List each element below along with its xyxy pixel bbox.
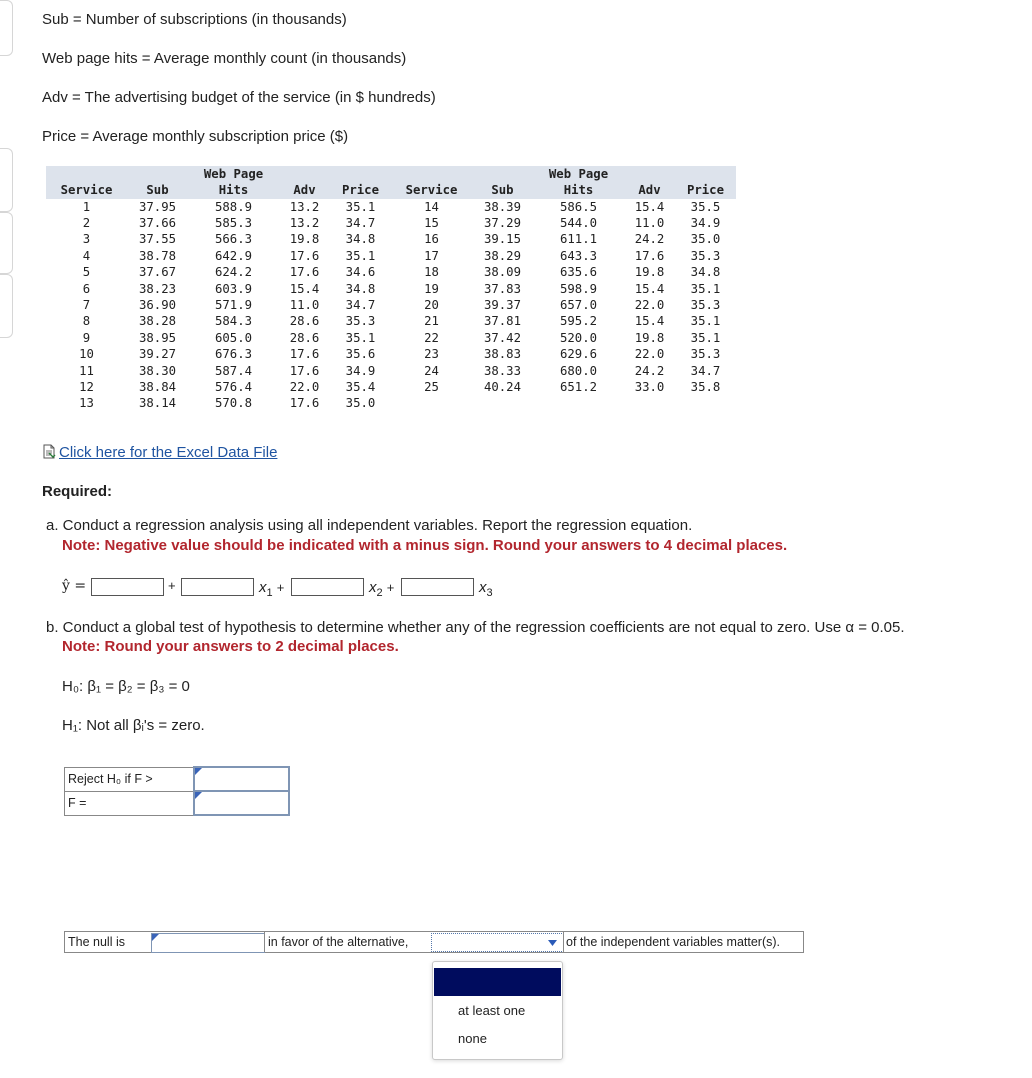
input-marker-icon xyxy=(195,792,202,799)
table-cell: 39.37 xyxy=(483,297,521,312)
table-cell: 15.4 xyxy=(634,199,665,214)
table-cell: 35.5 xyxy=(690,199,721,214)
dropdown-option-none[interactable]: none xyxy=(458,1031,487,1046)
table-cell: 35.1 xyxy=(345,248,376,263)
table-cell: 24.2 xyxy=(634,232,665,247)
table-cell: 571.9 xyxy=(215,297,253,312)
table-cell: 520.0 xyxy=(559,330,598,345)
table-cell: 38.30 xyxy=(138,363,177,378)
table-cell: 34.6 xyxy=(345,265,376,280)
table-cell: 35.0 xyxy=(690,232,721,247)
table-cell: 603.9 xyxy=(215,281,253,296)
table-cell: 34.8 xyxy=(345,281,376,296)
table-cell: 24 xyxy=(424,363,439,378)
table-cell xyxy=(533,395,624,411)
table-cell: 657.0 xyxy=(559,297,598,312)
table-cell: 20 xyxy=(424,297,439,312)
intercept-input[interactable] xyxy=(91,578,164,596)
table-cell: 38.83 xyxy=(483,347,521,362)
table-row xyxy=(46,231,736,247)
table-cell: 11.0 xyxy=(634,215,665,230)
required-heading: Required: xyxy=(42,483,113,500)
x2-label: $x_2$ + xyxy=(369,579,395,599)
table-cell: 35.3 xyxy=(690,248,721,263)
table-cell: 595.2 xyxy=(559,314,598,329)
table-cell: 34.9 xyxy=(345,363,376,378)
table-cell: 680.0 xyxy=(559,363,598,378)
table-cell: 35.3 xyxy=(345,314,376,329)
table-cell: 38.84 xyxy=(138,379,177,394)
table-cell: 35.1 xyxy=(345,330,376,345)
table-row xyxy=(46,264,736,280)
table-cell: 21 xyxy=(424,314,439,329)
reject-label: Reject H₀ if F > xyxy=(65,767,195,791)
table-cell xyxy=(624,395,675,411)
table-cell: 16 xyxy=(424,232,439,247)
table-cell: 38.95 xyxy=(138,330,177,345)
column-header: Hits xyxy=(533,182,624,199)
alternative-hypothesis: H₁: Not all βᵢ's = zero. xyxy=(62,717,205,734)
matter-dropdown-list xyxy=(432,961,563,1060)
table-cell: 39.27 xyxy=(138,347,177,362)
table-cell: 38.78 xyxy=(138,248,177,263)
table-cell: 576.4 xyxy=(215,379,253,394)
table-cell: 34.7 xyxy=(345,297,376,312)
header-top-cell xyxy=(46,166,127,182)
table-cell: 28.6 xyxy=(289,330,320,345)
table-header-row-top xyxy=(46,166,736,182)
excel-link-text[interactable]: Click here for the Excel Data File xyxy=(59,444,278,461)
conclusion-row xyxy=(64,931,804,953)
table-cell: 5 xyxy=(82,265,91,280)
table-cell: 587.4 xyxy=(215,363,253,378)
table-row xyxy=(46,215,736,231)
table-cell: 642.9 xyxy=(215,248,253,263)
table-cell: 35.6 xyxy=(345,347,376,362)
table-cell: 3 xyxy=(82,232,91,247)
header-top-cell xyxy=(675,166,736,182)
definition-sub: Sub = Number of subscriptions (in thousands) xyxy=(42,11,347,28)
f-test-table xyxy=(64,766,290,816)
table-cell: 38.39 xyxy=(483,199,521,214)
table-cell: 588.9 xyxy=(215,199,253,214)
matter-select[interactable] xyxy=(431,933,564,952)
null-hypothesis: H₀: β₁ = β₂ = β₃ = 0 xyxy=(62,678,190,695)
table-cell: 676.3 xyxy=(215,347,253,362)
table-cell: 35.1 xyxy=(690,330,721,345)
table-cell: 35.3 xyxy=(690,347,721,362)
table-cell: 651.2 xyxy=(559,379,598,394)
null-decision-select[interactable] xyxy=(151,933,265,953)
table-row xyxy=(46,199,736,215)
favor-text: in favor of the alternative, xyxy=(268,935,409,949)
cell-divider xyxy=(264,932,265,952)
table-cell: 624.2 xyxy=(215,265,253,280)
table-cell: 34.9 xyxy=(690,215,721,230)
table-cell: 38.29 xyxy=(483,248,521,263)
cell-divider xyxy=(563,932,564,952)
table-cell: 15.4 xyxy=(634,281,665,296)
column-header: Service xyxy=(391,182,472,199)
file-icon xyxy=(42,444,57,459)
table-cell: 19.8 xyxy=(634,265,665,280)
header-top-cell xyxy=(127,166,188,182)
table-cell: 34.7 xyxy=(690,363,721,378)
table-cell: 35.1 xyxy=(690,314,721,329)
table-cell: 17 xyxy=(424,248,439,263)
table-cell: 17.6 xyxy=(289,396,320,411)
part-b-prompt: b. Conduct a global test of hypothesis to determine whether any of the regression coefficients are not equal to zero. Use α = 0.05. xyxy=(46,619,905,636)
header-top-cell: Web Page xyxy=(188,166,279,182)
data-table xyxy=(46,166,736,412)
table-cell: 1 xyxy=(82,199,91,214)
column-header: Hits xyxy=(188,182,279,199)
table-cell: 544.0 xyxy=(559,215,598,230)
table-cell: 13.2 xyxy=(289,199,320,214)
table-cell: 37.67 xyxy=(138,265,177,280)
table-cell: 19 xyxy=(424,281,439,296)
matter-text: of the independent variables matter(s). xyxy=(566,935,781,949)
table-cell: 36.90 xyxy=(138,297,177,312)
table-cell: 8 xyxy=(82,314,91,329)
table-cell: 17.6 xyxy=(289,265,320,280)
header-top-cell xyxy=(279,166,330,182)
table-cell: 37.81 xyxy=(483,314,521,329)
table-cell: 15 xyxy=(424,215,439,230)
table-cell: 11 xyxy=(79,363,94,378)
f-stat-input[interactable] xyxy=(194,791,289,815)
chevron-down-icon[interactable] xyxy=(548,940,557,946)
table-cell: 22 xyxy=(424,330,439,345)
table-cell: 35.3 xyxy=(690,297,721,312)
table-cell: 17.6 xyxy=(289,248,320,263)
dropdown-option-at-least-one[interactable]: at least one xyxy=(458,1003,526,1018)
table-cell: 10 xyxy=(79,347,94,362)
input-marker-icon xyxy=(195,768,202,775)
column-header: Price xyxy=(675,182,736,199)
table-cell: 34.8 xyxy=(345,232,376,247)
table-row xyxy=(46,330,736,346)
column-header: Price xyxy=(330,182,391,199)
table-cell: 17.6 xyxy=(634,248,665,263)
table-cell: 24.2 xyxy=(634,363,665,378)
table-cell: 38.28 xyxy=(138,314,177,329)
table-cell: 38.33 xyxy=(483,363,521,378)
dropdown-option-blank[interactable] xyxy=(434,968,561,996)
input-marker-icon xyxy=(152,934,159,941)
part-b-note: Note: Round your answers to 2 decimal places. xyxy=(62,638,399,655)
header-top-cell xyxy=(391,166,472,182)
table-cell: 635.6 xyxy=(559,265,598,280)
table-cell: 37.95 xyxy=(138,199,177,214)
table-row xyxy=(46,379,736,395)
table-cell: 37.55 xyxy=(138,232,177,247)
table-cell: 33.0 xyxy=(634,379,665,394)
table-cell: 40.24 xyxy=(483,379,521,394)
table-cell: 7 xyxy=(82,297,91,312)
table-cell: 28.6 xyxy=(289,314,320,329)
excel-data-link[interactable] xyxy=(42,444,277,461)
table-cell: 12 xyxy=(79,379,94,394)
side-panel-tab xyxy=(0,212,13,274)
definition-adv: Adv = The advertising budget of the service (in $ hundreds) xyxy=(42,89,436,106)
column-header: Service xyxy=(46,182,127,199)
table-cell: 605.0 xyxy=(215,330,253,345)
table-cell: 586.5 xyxy=(559,199,598,214)
null-is-label: The null is xyxy=(68,935,125,949)
column-header: Adv xyxy=(624,182,675,199)
side-panel-tab xyxy=(0,0,13,56)
table-cell: 38.23 xyxy=(138,281,177,296)
table-cell: 35.0 xyxy=(345,396,376,411)
table-row xyxy=(46,281,736,297)
table-cell: 598.9 xyxy=(559,281,598,296)
table-row xyxy=(46,297,736,313)
table-row xyxy=(46,363,736,379)
table-cell: 37.29 xyxy=(483,215,521,230)
table-row xyxy=(46,248,736,264)
x3-label: $x_3$ xyxy=(479,579,493,599)
table-cell: 35.1 xyxy=(345,199,376,214)
table-header-row xyxy=(46,182,736,199)
table-cell: 37.83 xyxy=(483,281,521,296)
coef-x2-input[interactable] xyxy=(291,578,364,596)
table-cell: 34.8 xyxy=(690,265,721,280)
side-panel-tab xyxy=(0,148,13,212)
table-cell: 566.3 xyxy=(215,232,253,247)
table-cell: 39.15 xyxy=(483,232,521,247)
coef-x3-input[interactable] xyxy=(401,578,474,596)
table-cell: 570.8 xyxy=(215,396,253,411)
table-cell: 37.66 xyxy=(138,215,177,230)
table-cell: 25 xyxy=(424,379,439,394)
table-row xyxy=(46,313,736,329)
table-cell: 14 xyxy=(424,199,439,214)
table-cell: 23 xyxy=(424,347,439,362)
table-cell xyxy=(391,395,472,411)
table-cell: 11.0 xyxy=(289,297,320,312)
table-cell: 643.3 xyxy=(559,248,598,263)
table-cell: 611.1 xyxy=(559,232,598,247)
table-cell: 2 xyxy=(82,215,91,230)
table-row xyxy=(46,395,736,411)
definition-web-hits: Web page hits = Average monthly count (in thousands) xyxy=(42,50,407,67)
table-cell: 19.8 xyxy=(634,330,665,345)
f-stat-label: F = xyxy=(65,791,195,815)
table-cell: 13 xyxy=(79,396,94,411)
critical-f-input[interactable] xyxy=(194,767,289,791)
column-header: Adv xyxy=(279,182,330,199)
column-header: Sub xyxy=(127,182,188,199)
table-cell: 6 xyxy=(82,281,91,296)
coef-x1-input[interactable] xyxy=(181,578,254,596)
table-cell: 38.09 xyxy=(483,265,521,280)
part-a-prompt: a. Conduct a regression analysis using all independent variables. Report the regression equation. xyxy=(46,517,693,534)
table-row xyxy=(46,346,736,362)
table-cell: 4 xyxy=(82,248,91,263)
header-top-cell xyxy=(472,166,533,182)
table-cell: 17.6 xyxy=(289,363,320,378)
yhat-label: ŷ = xyxy=(62,578,87,594)
table-cell: 35.1 xyxy=(690,281,721,296)
definition-price: Price = Average monthly subscription price ($) xyxy=(42,128,349,145)
header-top-cell: Web Page xyxy=(533,166,624,182)
table-cell: 629.6 xyxy=(559,347,598,362)
table-cell: 35.4 xyxy=(345,379,376,394)
table-cell xyxy=(472,395,533,411)
table-cell: 18 xyxy=(424,265,439,280)
table-cell: 35.8 xyxy=(690,379,721,394)
table-cell: 22.0 xyxy=(634,347,665,362)
table-cell: 13.2 xyxy=(289,215,320,230)
table-cell: 22.0 xyxy=(289,379,320,394)
table-cell: 585.3 xyxy=(215,215,253,230)
table-cell: 22.0 xyxy=(634,297,665,312)
table-cell: 15.4 xyxy=(289,281,320,296)
side-panel-tab xyxy=(0,274,13,338)
table-cell: 584.3 xyxy=(215,314,253,329)
table-cell: 37.42 xyxy=(483,330,521,345)
plus-sign: + xyxy=(168,578,176,593)
table-cell: 9 xyxy=(82,330,91,345)
column-header: Sub xyxy=(472,182,533,199)
x1-label: $x_1$ + xyxy=(259,579,285,599)
table-cell xyxy=(675,395,736,411)
table-cell: 15.4 xyxy=(634,314,665,329)
header-top-cell xyxy=(330,166,391,182)
table-cell: 34.7 xyxy=(345,215,376,230)
table-cell: 17.6 xyxy=(289,347,320,362)
table-cell: 38.14 xyxy=(138,396,177,411)
header-top-cell xyxy=(624,166,675,182)
table-cell: 19.8 xyxy=(289,232,320,247)
part-a-note: Note: Negative value should be indicated with a minus sign. Round your answers to 4 decimal places. xyxy=(62,537,788,554)
